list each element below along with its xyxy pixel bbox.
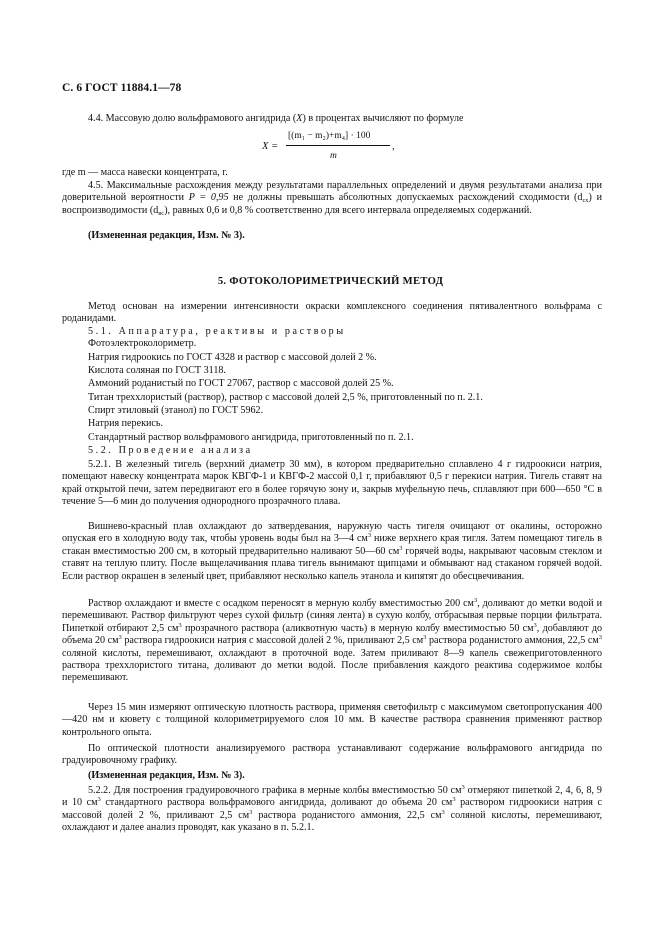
reagent-item: Стандартный раствор вольфрамового ангидрида, приготовленный по п. 2.1.	[88, 432, 414, 443]
paragraph-measurement: Через 15 мин измеряют оптическую плотность раствора, применяя светофильтр с максимумом светопропускания 400—420 нм и кювету с толщиной колориметрируемого слоя 10 мм. В качестве раствора сравнения применяют раствор контрольного опыта.	[62, 702, 602, 738]
amendment-note: (Измененная редакция, Изм. № 3).	[88, 770, 245, 781]
subsection-5-2-title: 5.2. Проведение анализа	[88, 445, 253, 456]
paragraph-5-2-1: 5.2.1. В железный тигель (верхний диаметр 30 мм), в котором предварительно сплавлено 4 г гидроокиси натрия, помещают навеску концентрата марок КВГФ-1 и КВГФ-2 массой 0,1 г, прибавляют 0,5 г перекиси натрия. Тигель ставят на край открытой печи, затем передвигают его в более горячую зону и, закрыв муфельную печь, сплавляют при 600—650 °С в течение 5—6 мин до получения однородного прозрачного плава.	[62, 459, 602, 508]
reagent-item: Титан треххлористый (раствор), раствор с массовой долей 2,5 %, приготовленный по п. 2.1.	[88, 392, 483, 403]
subsection-5-1-title: 5.1. Аппаратура, реактивы и растворы	[88, 326, 346, 337]
formula-lhs: X =	[262, 141, 279, 152]
reagent-item: Натрия гидроокись по ГОСТ 4328 и раствор с массовой долей 2 %.	[88, 352, 377, 363]
paragraph-density: По оптической плотности анализируемого раствора устанавливают содержание вольфрамового ангидрида по градуировочному графику.	[62, 743, 602, 767]
formula	[262, 131, 412, 165]
reagent-item: Кислота соляная по ГОСТ 3118.	[88, 365, 226, 376]
reagent-item: Фотоэлектроколориметр.	[88, 338, 197, 349]
method-intro: Метод основан на измерении интенсивности окраски комплексного соединения пятивалентного вольфрама с роданидами.	[62, 301, 602, 325]
amendment-note: (Измененная редакция, Изм. № 3).	[88, 230, 245, 241]
section-4-5: 4.5. Максимальные расхождения между результатами параллельных определений и двумя результатами анализа при доверительной вероятности P = 0,95 не должны превышать абсолютных допускаемых расхождений сходимости $(d_{сх})$ и воспроизводимости $(d_{вс})$, равных 0,6 и 0,8 % соответственно для всего интервала определяемых содержаний.	[62, 180, 602, 217]
where-line: где m — масса навески концентрата, г.	[62, 167, 228, 178]
page-header: С. 6 ГОСТ 11884.1—78	[62, 82, 182, 94]
formula-denominator: m	[330, 151, 337, 161]
section-5-title: 5. ФОТОКОЛОРИМЕТРИЧЕСКИЙ МЕТОД	[217, 276, 444, 287]
paragraph-5-2-2: 5.2.2. Для построения градуировочного графика в мерные колбы вместимостью 50 $см^3$ отмеряют пипеткой 2, 4, 6, 8, 9 и 10 $см^3$ стандартного раствора вольфрамового ангидрида, доливают до объема 20 $см^3$ раствором гидроокиси натрия с массовой долей 2 %, приливают 2,5 $см^3$ раствора роданистого аммония, 22,5 $см^3$ соляной кислоты, перемешивают, охлаждают и далее анализ проводят, как указано в п. 5.2.1.	[62, 784, 603, 834]
reagent-item: Спирт этиловый (этанол) по ГОСТ 5962.	[88, 405, 264, 416]
reagent-item: Аммоний роданистый по ГОСТ 27067, раствор с массовой долей 25 %.	[88, 378, 394, 389]
fraction-bar	[286, 145, 390, 146]
formula-comma: ,	[392, 141, 395, 152]
section-4-4: 4.4. Массовую долю вольфрамового ангидрида (X) в процентах вычисляют по формуле	[88, 113, 464, 124]
reagent-item: Натрия перекись.	[88, 418, 163, 429]
paragraph-filtration: Раствор охлаждают и вместе с осадком переносят в мерную колбу вместимостью 200 $см^3$, доливают до метки водой и перемешивают. Раствор фильтруют через сухой фильтр (синяя лента) в сухую колбу, отбрасывая первые порции фильтрата. Пипеткой отбирают 2,5 $см^3$ прозрачного раствора (аликвотную часть) в мерную колбу вместимостью 50 $см^3$, добавляют до объема 20 $см^3$ раствора гидроокиси натрия с массовой долей 2 %, приливают 2,5 $см^3$ раствора роданистого аммония, 22,5 $см^3$ соляной кислоты, перемешивают, охлаждают в проточной воде. Затем приливают 8—9 капель свежеприготовленного раствора треххлористого титана, доливают до метки водой. После прибавления каждого реактива содержимое колбы перемешивают.	[62, 597, 603, 684]
formula-numerator: [(m₁ − m₂)+m₄] · 100	[288, 131, 371, 141]
paragraph-cooling: Вишнево-красный плав охлаждают до затвердевания, наружную часть тигеля очищают от окалины, осторожно опуская его в холодную воду так, чтобы уровень воды был на 3—4 $см^3$ ниже верхнего края тигля. Затем помещают тигель в стакан вместимостью 200 см, в который предварительно наливают 50—60 $см^3$ горячей воды, накрывают часовым стеклом и ставят на теплую плиту. После выщелачивания плава тигель вынимают щипцами и обмывают над стаканом горячей водой. Если раствор окрашен в зеленый цвет, прибавляют несколько капель этанола и кипятят до обесцвечивания.	[62, 521, 603, 582]
